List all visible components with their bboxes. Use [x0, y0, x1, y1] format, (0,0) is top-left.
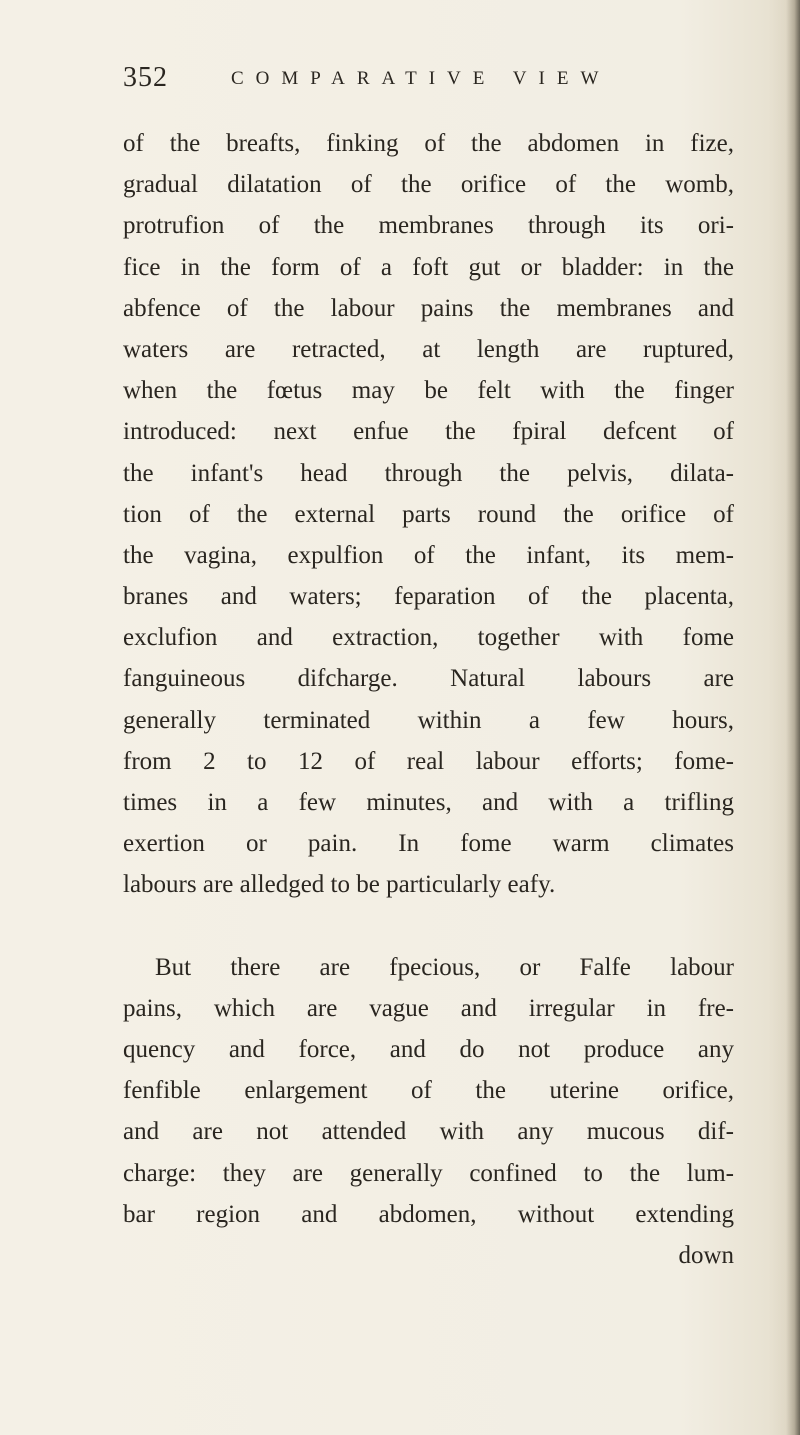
text-line: introduced: next enfue the fpiral defcent of [123, 418, 734, 446]
text-line: times in a few minutes, and with a trifling [123, 789, 734, 816]
body-text [123, 123, 734, 1276]
text-line: exertion or pain. In fome warm climates [123, 830, 734, 858]
text-line: fice in the form of a foft gut or bladder: in the [123, 253, 734, 281]
text-line: labours are alledged to be particularly eafy. [123, 871, 556, 899]
text-line: tion of the external parts round the orifice of [123, 500, 734, 528]
text-line: the vagina, expulfion of the infant, its mem- [123, 541, 734, 569]
text-line: fenfible enlargement of the uterine orifice, [123, 1077, 734, 1105]
paragraph-2 [123, 947, 734, 1277]
page-edge-shadow [786, 0, 800, 1435]
page-header [123, 62, 723, 102]
text-line: when the fœtus may be felt with the finger [123, 377, 734, 405]
text-line: pains, which are vague and irregular in fre- [123, 994, 734, 1022]
text-line: charge: they are generally confined to the lum- [123, 1159, 734, 1187]
text-line: abfence of the labour pains the membranes and [123, 294, 734, 322]
text-line: branes and waters; feparation of the placenta, [123, 583, 734, 611]
text-line: waters are retracted, at length are ruptured, [123, 335, 734, 363]
text-line: generally terminated within a few hours, [123, 706, 734, 734]
page-number: 352 [123, 62, 168, 93]
text-line: But there are fpecious, or Falfe labour [155, 953, 734, 981]
text-line: of the breafts, finking of the abdomen in fize, [123, 130, 734, 157]
text-line: protrufion of the membranes through its ori- [123, 212, 734, 240]
text-line: bar region and abdomen, without extending [123, 1200, 734, 1228]
paragraph-gap [123, 906, 734, 947]
text-line: gradual dilatation of the orifice of the womb, [123, 171, 734, 199]
running-head: COMPARATIVE VIEW [231, 68, 611, 89]
text-line: fanguineous difcharge. Natural labours are [123, 665, 734, 693]
text-line: quency and force, and do not produce any [123, 1035, 734, 1063]
text-line: the infant's head through the pelvis, dilata- [123, 459, 734, 487]
text-line: and are not attended with any mucous dif- [123, 1118, 734, 1146]
text-line: exclufion and extraction, together with fome [123, 624, 734, 652]
text-line: from 2 to 12 of real labour efforts; fome- [123, 747, 734, 775]
catchword: down [678, 1241, 734, 1269]
paragraph-1 [123, 123, 734, 906]
